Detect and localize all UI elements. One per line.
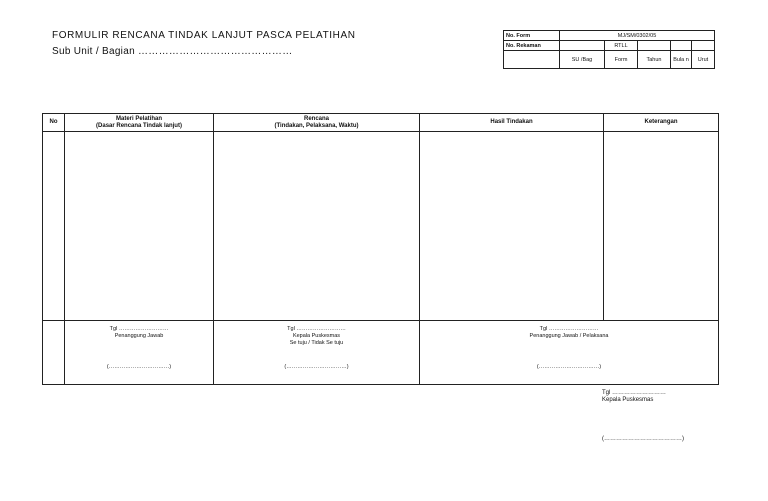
form-reference-box	[503, 30, 715, 69]
ref-col-urut: Urut	[692, 51, 715, 69]
bottom-signature-line: (…………………………………)	[602, 436, 684, 442]
ref-col-subag: SU /Bag	[560, 51, 605, 69]
form-title: FORMULIR RENCANA TINDAK LANJUT PASCA PELATIHAN	[52, 30, 356, 41]
col-materi-header: Materi Pelatihan (Dasar Rencana Tindak lanjut)	[65, 114, 214, 132]
sub-unit-field: Sub Unit / Bagian ………………………………………	[52, 46, 293, 57]
no-form-value: MJ/SM/0302/05	[560, 31, 715, 41]
ref-cell-empty	[638, 41, 671, 51]
ref-cell-empty	[692, 41, 715, 51]
follow-up-plan-table	[42, 113, 719, 385]
col-no-header: No	[43, 114, 65, 132]
rtll-code: RTLL	[605, 41, 638, 51]
cell-keterangan	[604, 132, 719, 321]
table-signature-row	[43, 321, 719, 385]
bottom-role: Kepala Puskesmas	[602, 397, 654, 403]
ref-col-form: Form	[605, 51, 638, 69]
ref-col-tahun: Tahun	[638, 51, 671, 69]
ref-cell-empty	[504, 51, 560, 69]
col-hasil-header: Hasil Tindakan	[420, 114, 604, 132]
cell-materi	[65, 132, 214, 321]
ref-cell-empty	[671, 41, 692, 51]
table-header-row	[43, 114, 719, 132]
ref-cell-empty	[560, 41, 605, 51]
bottom-signature-block	[602, 390, 666, 404]
no-rekaman-label: No. Rekaman	[504, 41, 560, 51]
signature-penanggung-jawab: Tgl ……………………… Penanggung Jawab (……………………………)	[65, 321, 214, 385]
signature-kepala-puskesmas: Tgl ……………………… Kepala Puskesmas Se tuju / Tidak Se tuju (……………………………)	[214, 321, 420, 385]
no-form-label: No. Form	[504, 31, 560, 41]
cell-hasil	[420, 132, 604, 321]
col-rencana-header: Rencana (Tindakan, Pelaksana, Waktu)	[214, 114, 420, 132]
cell-no	[43, 132, 65, 321]
col-keterangan-header: Keterangan	[604, 114, 719, 132]
signature-pelaksana: Tgl ……………………… Penanggung Jawab / Pelaksana (……………………………)	[420, 321, 719, 385]
cell-rencana	[214, 132, 420, 321]
bottom-date: Tgl ………………………	[602, 390, 667, 396]
cell-no-footer	[43, 321, 65, 385]
ref-col-bulan: Bula n	[671, 51, 692, 69]
table-body-row	[43, 132, 719, 321]
